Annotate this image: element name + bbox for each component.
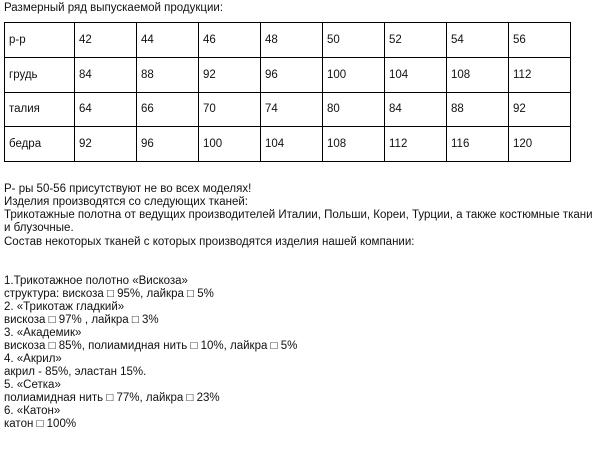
table-cell: 104 <box>385 57 447 92</box>
spacer <box>4 249 594 275</box>
table-cell: 100 <box>199 127 261 162</box>
table-cell: 88 <box>447 92 509 127</box>
table-cell: 44 <box>137 23 199 58</box>
spacer <box>4 222 594 236</box>
table-cell: 74 <box>261 92 323 127</box>
row-label: талия <box>5 92 75 127</box>
table-cell: 52 <box>385 23 447 58</box>
row-label: р-р <box>5 23 75 58</box>
table-cell: 108 <box>447 57 509 92</box>
table-cell: 108 <box>323 127 385 162</box>
table-cell: 56 <box>509 23 571 58</box>
table-cell: 116 <box>447 127 509 162</box>
row-label: грудь <box>5 57 75 92</box>
sizes-note: Р- ры 50-56 присутствуют не во всех моделях! <box>4 183 252 195</box>
row-label: бедра <box>5 127 75 162</box>
table-cell: 70 <box>199 92 261 127</box>
table-cell: 120 <box>509 127 571 162</box>
table-row <box>5 57 571 92</box>
size-table-body <box>5 23 571 162</box>
table-cell: 92 <box>509 92 571 127</box>
fabric-name: 4. «Акрил» <box>4 353 62 365</box>
fabric-composition: катон □ 100% <box>4 418 77 430</box>
fabric-composition: полиамидная нить □ 77%, лайкра □ 23% <box>4 392 220 404</box>
table-cell: 100 <box>323 57 385 92</box>
table-cell: 84 <box>385 92 447 127</box>
table-cell: 96 <box>261 57 323 92</box>
fabric-name: 6. «Катон» <box>4 405 61 417</box>
fabrics-intro: Изделия производятся со следующих тканей: <box>4 196 248 208</box>
table-cell: 42 <box>75 23 137 58</box>
table-cell: 112 <box>509 57 571 92</box>
fabric-name: 2. «Трикотаж гладкий» <box>4 301 125 313</box>
table-cell: 84 <box>75 57 137 92</box>
table-cell: 48 <box>261 23 323 58</box>
table-cell: 88 <box>137 57 199 92</box>
table-cell: 50 <box>323 23 385 58</box>
fabrics-description: Трикотажные полотна от ведущих производителей Италии, Польши, Кореи, Турции, а также костюмные ткани и блузочные. <box>4 209 593 234</box>
table-cell: 54 <box>447 23 509 58</box>
fabric-composition: акрил - 85%, эластан 15%. <box>4 366 147 378</box>
composition-intro: Состав некоторых тканей с которых производятся изделия нашей компании: <box>4 236 415 248</box>
table-row <box>5 23 571 58</box>
table-row <box>5 92 571 127</box>
fabric-composition: структура: вискоза □ 95%, лайкра □ 5% <box>4 288 214 300</box>
text-block <box>4 183 594 431</box>
page-heading: Размерный ряд выпускаемой продукции: <box>4 2 224 14</box>
fabric-name: 1.Трикотажное полотно «Вискоза» <box>4 275 188 287</box>
table-cell: 96 <box>137 127 199 162</box>
fabric-composition: вискоза □ 97% , лайкра □ 3% <box>4 314 159 326</box>
fabric-composition: вискоза □ 85%, полиамидная нить □ 10%, лайкра □ 5% <box>4 340 298 352</box>
table-cell: 64 <box>75 92 137 127</box>
table-cell: 46 <box>199 23 261 58</box>
table-cell: 104 <box>261 127 323 162</box>
table-cell: 92 <box>199 57 261 92</box>
table-row <box>5 127 571 162</box>
size-table <box>4 22 571 162</box>
table-cell: 80 <box>323 92 385 127</box>
table-cell: 66 <box>137 92 199 127</box>
table-cell: 112 <box>385 127 447 162</box>
fabric-name: 3. «Академик» <box>4 327 82 339</box>
fabric-list <box>4 275 594 431</box>
fabric-name: 5. «Сетка» <box>4 379 61 391</box>
table-cell: 92 <box>75 127 137 162</box>
